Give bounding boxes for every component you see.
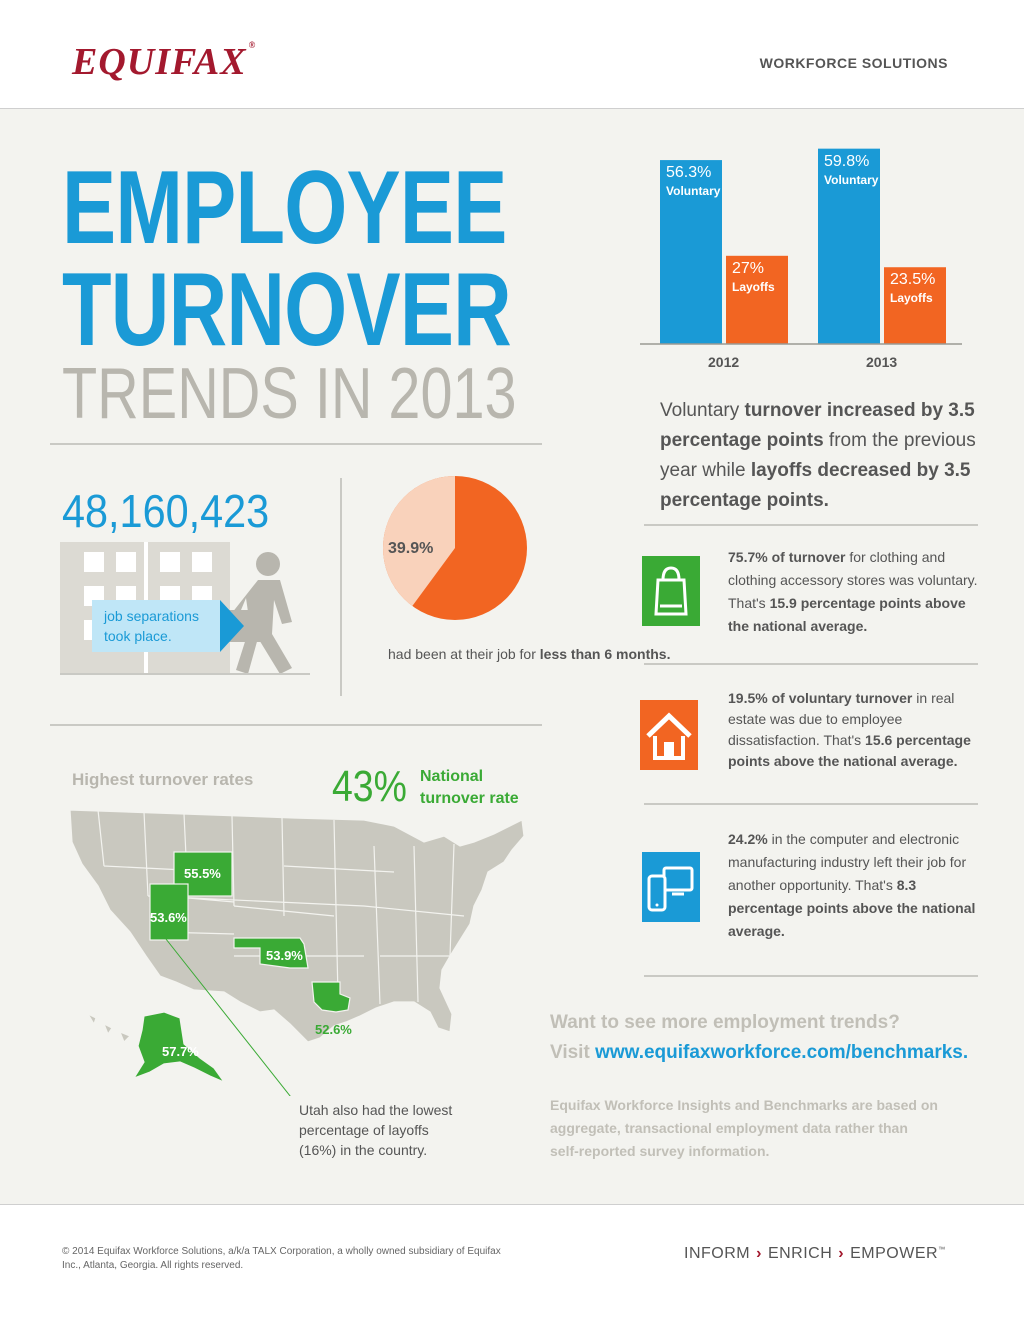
pie-note (388, 644, 670, 665)
pie-note-bold: less than 6 months. (539, 646, 671, 662)
separations-count: 48,160,423 (62, 485, 270, 537)
cta-visit-prefix: Visit (550, 1042, 596, 1063)
divider (644, 524, 978, 526)
chevron-right-icon: › (838, 1245, 845, 1262)
divider (644, 975, 978, 977)
sector-bold: 19.5% of voluntary turnover (728, 690, 913, 706)
division-label: WORKFORCE SOLUTIONS (759, 55, 948, 71)
chart-summary-bold: layoffs decreased by 3.5 percentage points. (660, 460, 971, 511)
title-line-2: TURNOVER (62, 252, 511, 368)
bar-value-label: 23.5% (890, 271, 936, 289)
divider (644, 663, 978, 665)
callout-arrow-icon (220, 600, 244, 652)
tagline-empower: EMPOWER (850, 1245, 939, 1262)
registered-mark: ® (248, 40, 257, 50)
chart-summary-part: from the previous year while (660, 430, 976, 481)
logo-text: EQUIFAX (72, 41, 247, 83)
sector-bold: 15.6 percentage points above the national average. (728, 732, 971, 769)
sector-icon-box-retail (642, 556, 700, 626)
cta-heading: Want to see more employment trends? (550, 1012, 900, 1033)
map-label-oklahoma: 53.9% (266, 948, 303, 963)
sector-text-retail (728, 546, 978, 638)
year-label-2012: 2012 (708, 354, 740, 370)
divider (50, 443, 542, 445)
tagline-enrich: ENRICH (767, 1245, 833, 1262)
map-label-alaska: 57.7% (162, 1044, 199, 1059)
map-label-wyoming: 55.5% (184, 866, 221, 881)
devices-icon (642, 852, 700, 922)
us-mainland-shape (70, 810, 524, 1042)
year-label-2013: 2013 (866, 354, 898, 370)
bar-series-label: Layoffs (890, 291, 933, 306)
bar-series-label: Voluntary (666, 184, 721, 199)
sector-text-real-estate (728, 688, 978, 772)
bar-series-label: Voluntary (824, 172, 879, 187)
trademark-mark: ™ (938, 1246, 946, 1254)
national-rate-label-1: National (420, 768, 484, 785)
vertical-divider (340, 478, 342, 696)
footer (0, 1204, 1024, 1327)
tagline (684, 1245, 946, 1263)
pie-note-text: had been at their job for (388, 646, 540, 662)
sector-icon-box-real-estate (640, 700, 698, 770)
map-label-utah: 53.6% (150, 910, 187, 925)
sector-bold: 75.7% of turnover (728, 549, 846, 565)
sector-plain: for clothing and clothing accessory stores was voluntary. That's (728, 549, 978, 611)
bar-value-label: 56.3% (666, 164, 712, 182)
national-rate-label-2: turnover rate (420, 790, 519, 807)
sector-bold: 24.2% (728, 831, 768, 847)
job-separations-label: job separations took place. (104, 608, 199, 644)
map-title: Highest turnover rates (72, 770, 254, 789)
national-rate: 43% (332, 762, 407, 811)
chevron-right-icon: › (756, 1245, 762, 1262)
title-line-3: TRENDS IN 2013 (62, 354, 517, 434)
header (0, 0, 1024, 109)
national-rate-label (420, 766, 519, 810)
chart-summary-bold: turnover increased by 3.5 percentage points (660, 400, 975, 451)
shopping-bag-icon (642, 556, 700, 626)
cta-visit (550, 1042, 968, 1064)
divider (644, 803, 978, 805)
chart-summary-part: Voluntary (660, 400, 745, 421)
title-line-1: EMPLOYEE (62, 150, 507, 266)
sector-bold: 15.9 percentage points above the national average. (728, 595, 966, 634)
divider (50, 724, 542, 726)
tagline-inform: INFORM (684, 1245, 751, 1262)
bar-value-label: 59.8% (824, 152, 870, 170)
copyright-text: © 2014 Equifax Workforce Solutions, a/k/a TALX Corporation, a wholly owned subsidiary of Equifax Inc., Atlanta, Georgia. All rights reserved. (62, 1246, 501, 1271)
utah-note: Utah also had the lowest percentage of layoffs (16%) in the country. (299, 1102, 453, 1158)
sector-bold: 8.3 percentage points above the national average. (728, 877, 976, 939)
house-icon (640, 700, 698, 770)
pie-percent-label: 39.9% (388, 540, 434, 557)
sector-text-tech (728, 828, 978, 943)
chart-summary (660, 396, 990, 516)
bar-series-label: Layoffs (732, 279, 775, 294)
job-separations-callout (92, 600, 220, 652)
equifax-logo[interactable] (72, 40, 256, 84)
bar-value-label: 27% (732, 259, 765, 277)
map-label-louisiana: 52.6% (315, 1022, 352, 1037)
sector-plain: in the computer and electronic manufacturing industry left their job for another opportunity. That's (728, 831, 967, 893)
sector-plain: in real estate was due to employee dissatisfaction. That's (728, 690, 955, 748)
benchmarks-link[interactable]: www.equifaxworkforce.com/benchmarks. (595, 1042, 969, 1063)
sector-icon-box-tech (642, 852, 700, 922)
data-basis-note: Equifax Workforce Insights and Benchmarks are based on aggregate, transactional employment data rather than self-reported survey information. (550, 1097, 938, 1159)
